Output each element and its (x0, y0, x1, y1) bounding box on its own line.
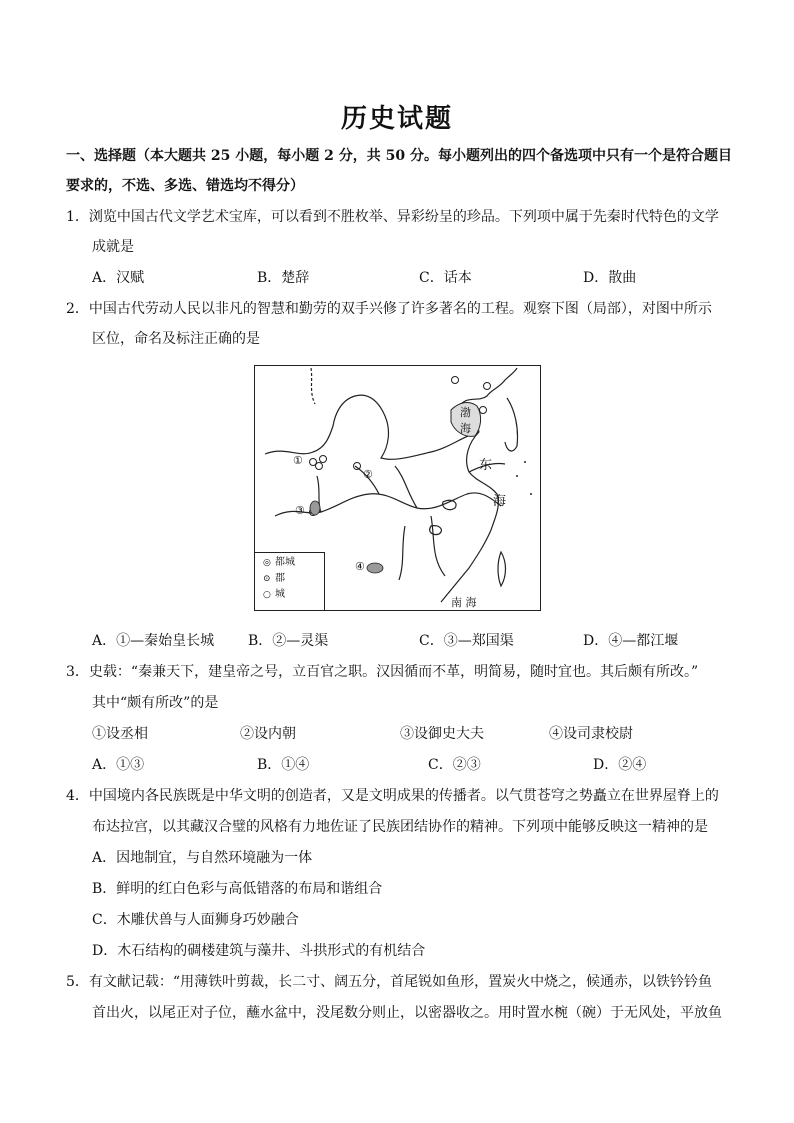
ancient-china-map (254, 365, 541, 611)
q1-option-b[interactable]: B．楚辞 (257, 270, 310, 286)
q3-option-a[interactable]: A．①③ (92, 757, 145, 773)
map-legend (255, 552, 325, 610)
q3-item-1: ①设丞相 (92, 726, 148, 742)
q2-option-c[interactable]: C．③—郑国渠 (419, 633, 514, 649)
bohai-label-top: 渤 (460, 406, 471, 419)
q4-option-a[interactable]: A．因地制宜，与自然环境融为一体 (92, 850, 313, 866)
section-heading-line1: 一、选择题（本大题共 25 小题，每小题 2 分，共 50 分。每小题列出的四个备选项中只有一个是符合题目 (66, 148, 732, 164)
q3-stem-line2: 其中“颇有所改”的是 (92, 695, 219, 711)
q3-item-3: ③设御史大夫 (400, 726, 484, 742)
donghai-label-bottom: 海 (493, 494, 507, 509)
q4-option-d[interactable]: D．木石结构的碉楼建筑与藻井、斗拱形式的有机结合 (92, 943, 426, 959)
q2-stem-line2: 区位，命名及标注正确的是 (92, 331, 260, 347)
q3-item-4: ④设司隶校尉 (549, 726, 633, 742)
q5-stem-line2: 首出火，以尾正对子位，蘸水盆中，没尾数分则止，以密器收之。用时置水椀（碗）于无风处，平放鱼 (92, 1005, 722, 1021)
q4-stem-line2: 布达拉宫，以其藏汉合璧的风格有力地佐证了民族团结协作的精神。下列项中能够反映这一精神的是 (92, 819, 708, 835)
donghai-label-top: 东 (479, 458, 493, 473)
q2-option-b[interactable]: B．②—灵渠 (248, 633, 329, 649)
q3-option-c[interactable]: C．②③ (428, 757, 481, 773)
q1-stem-line1: 1．浏览中国古代文学艺术宝库，可以看到不胜枚举、异彩纷呈的珍品。下列项中属于先秦时代特色的文学 (66, 209, 719, 225)
q1-option-a[interactable]: A．汉赋 (92, 270, 145, 286)
q1-option-c[interactable]: C．话本 (419, 270, 472, 286)
q2-option-d[interactable]: D．④—都江堰 (583, 633, 679, 649)
map-marker-2: ② (363, 468, 373, 481)
map-marker-3: ③ (295, 504, 305, 517)
q3-option-d[interactable]: D．②④ (593, 757, 647, 773)
legend-city: 城 (275, 589, 285, 600)
legend-commandery: 郡 (275, 573, 285, 584)
q1-stem-line2: 成就是 (92, 239, 134, 255)
city-icon: ○ (263, 590, 271, 600)
q2-option-a[interactable]: A．①—秦始皇长城 (92, 633, 215, 649)
capital-icon: ◎ (263, 558, 271, 568)
q4-stem-line1: 4．中国境内各民族既是中华文明的创造者，又是文明成果的传播者。以气贯苍穹之势矗立在世界屋脊上的 (66, 788, 719, 804)
q2-stem-line1: 2．中国古代劳动人民以非凡的智慧和勤劳的双手兴修了许多著名的工程。观察下图（局部），对图中所示 (66, 301, 712, 317)
legend-capital: 都城 (275, 557, 295, 568)
q4-option-b[interactable]: B．鲜明的红白色彩与高低错落的布局和谐组合 (92, 881, 383, 897)
nanhai-label: 南 海 (451, 596, 477, 609)
page-title: 历史试题 (340, 104, 453, 134)
q1-option-d[interactable]: D．散曲 (583, 270, 637, 286)
map-marker-1: ① (293, 454, 303, 467)
q3-stem-line1: 3．史载：“秦兼天下，建皇帝之号，立百官之职。汉因循而不革，明简易，随时宜也。其后颇有所改。” (66, 664, 699, 680)
commandery-icon: ⊙ (263, 574, 271, 584)
q3-option-b[interactable]: B．①④ (257, 757, 310, 773)
bohai-label-bottom: 海 (460, 422, 471, 435)
q3-item-2: ②设内朝 (240, 726, 296, 742)
q4-option-c[interactable]: C．木雕伏兽与人面狮身巧妙融合 (92, 912, 299, 928)
map-marker-4: ④ (355, 560, 365, 573)
q5-stem-line1: 5．有文献记载：“用薄铁叶剪裁，长二寸、阔五分，首尾锐如鱼形，置炭火中烧之，候通赤，以铁钤钤鱼 (66, 974, 713, 990)
section-heading-line2: 要求的，不选、多选、错选均不得分） (66, 178, 304, 194)
